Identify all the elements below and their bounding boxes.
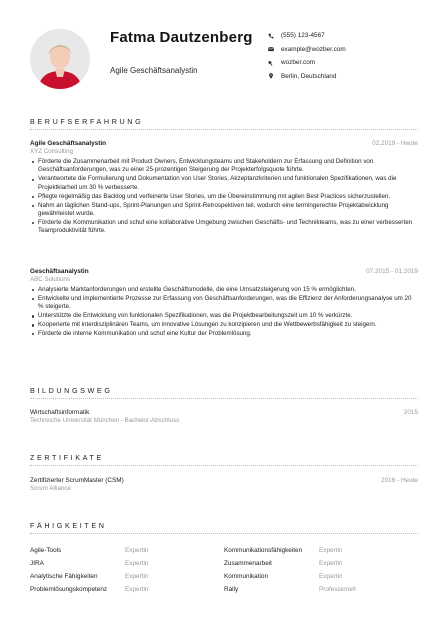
certificates-heading: ZERTIFIKATE xyxy=(30,453,104,462)
achievement-list xyxy=(30,158,418,236)
education-heading: BILDUNGSWEG xyxy=(30,386,113,395)
skill-name: Agile-Tools xyxy=(30,547,62,554)
certificate-name: Zertifizierter ScrumMaster (CSM) xyxy=(30,477,124,484)
certificate-date: 2016 - Heute xyxy=(381,477,418,484)
certificate-entry xyxy=(30,477,418,492)
achievement-item: Nahm an täglichen Stand-ups, Sprint-Planungen und Sprint-Retrospektiven teil, wodurch eine termingerechte Projektabwicklung gewährleistet wurde. xyxy=(30,202,418,219)
link-icon xyxy=(268,60,281,66)
certificate-issuer: Scrum Alliance xyxy=(30,485,71,492)
achievement-item: Unterstützte die Entwicklung von funktionalen Spezifikationen, was die Projektbearbeitungszeit um 10 % verkürzte. xyxy=(30,312,418,320)
experience-entry xyxy=(30,268,418,339)
skill-name: Rally xyxy=(224,586,239,593)
school-name: Technische Universität München - Bachelor-Abschluss xyxy=(30,417,180,424)
skill-level: Expertin xyxy=(125,586,149,593)
achievement-item: Förderte die Kommunikation und schuf eine kollaborative Umgebung zwischen Geschäfts- und Technikteams, was zu einer verbesserten Teamproduktivität führte. xyxy=(30,219,418,236)
skill-name: Kommunikation xyxy=(224,573,269,580)
skill-row xyxy=(30,544,418,557)
job-role: Agile Geschäftsanalystin xyxy=(30,140,107,147)
job-date: 07.2015 - 01.2019 xyxy=(366,268,418,275)
contact-phone: (555) 123-4567 xyxy=(268,29,346,43)
contact-list xyxy=(268,29,346,83)
skills-grid xyxy=(30,544,418,596)
section-divider xyxy=(30,129,418,130)
achievement-item: Kooperierte mit interdisziplinären Teams, um innovative Lösungen zu konzipieren und die Wettbewerbsfähigkeit zu steigern. xyxy=(30,321,418,329)
skill-level: Expertin xyxy=(319,573,343,580)
section-divider xyxy=(30,398,418,399)
skill-row xyxy=(30,583,418,596)
achievement-item: Pflegte regelmäßig das Backlog und verfeinerte User Stories, um die Übereinstimmung mit agilen Best Practices sicherzustellen. xyxy=(30,193,418,201)
achievement-item: Förderte die interne Kommunikation und schuf eine Kultur der Problemlösung. xyxy=(30,330,418,338)
company-name: XYZ Consulting xyxy=(30,148,73,155)
avatar xyxy=(30,29,90,89)
experience-heading: BERUFSERFAHRUNG xyxy=(30,117,144,126)
degree: Wirtschaftsinformatik xyxy=(30,409,90,416)
education-entry xyxy=(30,409,418,424)
job-role: Geschäftsanalystin xyxy=(30,268,89,275)
skill-level: Professionell xyxy=(319,586,356,593)
achievement-item: Förderte die Zusammenarbeit mit Product Owners, Entwicklungsteams und Stakeholdern zur Erfassung und Definition von Geschäftsanforderungen, was zu einer 25-prozentigen Steigerung der Projekterfolgsquote führte. xyxy=(30,158,418,175)
education-date: 2015 xyxy=(403,409,418,416)
section-divider xyxy=(30,465,418,466)
section-divider xyxy=(30,533,418,534)
skill-name: Kommunikationsfähigkeiten xyxy=(224,547,303,554)
skill-name: Analytische Fähigkeiten xyxy=(30,573,98,580)
candidate-name: Fatma Dautzenberg xyxy=(110,29,253,46)
skill-row xyxy=(30,557,418,570)
skills-heading: FÄHIGKEITEN xyxy=(30,521,107,530)
skill-level: Expertin xyxy=(125,573,149,580)
email-icon xyxy=(268,46,281,52)
skill-name: Problemlösungskompetenz xyxy=(30,586,108,593)
candidate-title: Agile Geschäftsanalystin xyxy=(110,66,198,75)
skill-level: Expertin xyxy=(319,547,343,554)
skill-level: Expertin xyxy=(125,560,149,567)
contact-email[interactable]: example@wozber.com xyxy=(268,43,346,57)
skill-name: JIRA xyxy=(30,560,44,567)
skill-row xyxy=(30,570,418,583)
achievement-item: Verantwortete die Formulierung und Dokumentation von User Stories, Akzeptanzkriterien und funktionalen Spezifikationen, was die Projektklarheit um 30 % verbesserte. xyxy=(30,175,418,192)
skill-level: Expertin xyxy=(319,560,343,567)
skill-level: Expertin xyxy=(125,547,149,554)
experience-entry xyxy=(30,140,418,236)
contact-location: Berlin, Deutschland xyxy=(268,70,346,84)
achievement-item: Entwickelte und implementierte Prozesse zur Erfassung von Geschäftsanforderungen, was die Effizienz der Anforderungsanalyse um 20 % steigerte. xyxy=(30,295,418,312)
company-name: ABC Solutions xyxy=(30,276,70,283)
achievement-list xyxy=(30,286,418,338)
job-date: 02.2019 - Heute xyxy=(372,140,418,147)
achievement-item: Analysierte Marktanforderungen und erstellte Geschäftsmodelle, die eine Umsatzsteigerung von 15 % ermöglichten. xyxy=(30,286,418,294)
contact-website[interactable]: wozber.com xyxy=(268,56,346,70)
location-icon xyxy=(268,73,281,79)
phone-icon xyxy=(268,33,281,39)
skill-name: Zusammenarbeit xyxy=(224,560,272,567)
profile-photo xyxy=(30,29,90,89)
